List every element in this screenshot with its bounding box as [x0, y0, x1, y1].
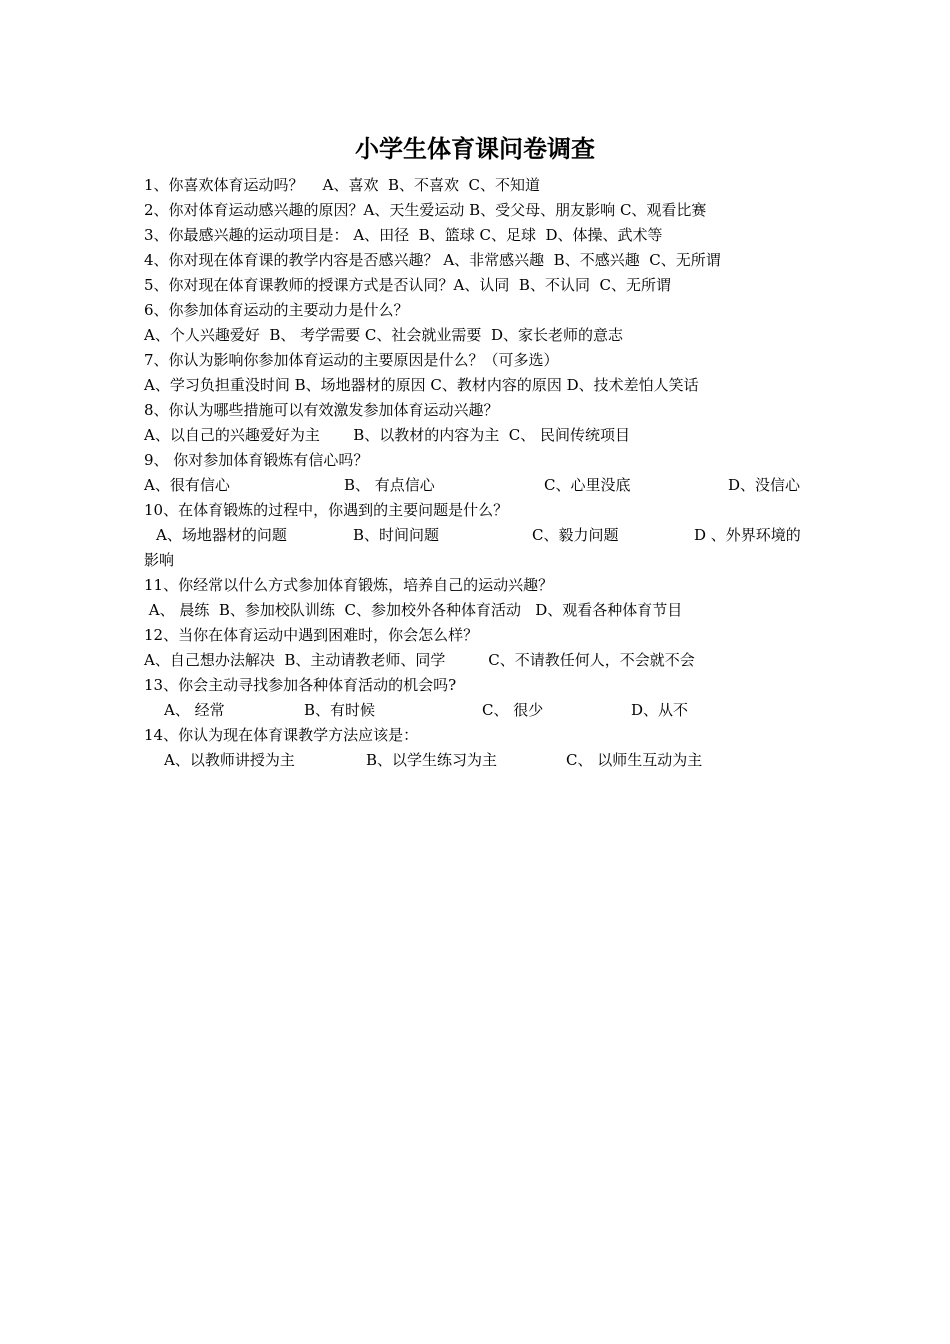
option-a: A、以教师讲授为主	[164, 751, 295, 769]
option-a: A、 经常	[164, 701, 225, 719]
option-c: C、心里没底	[544, 476, 631, 494]
question-11-options: A、 晨练 B、参加校队训练 C、参加校外各种体育活动 D、观看各种体育节目	[144, 601, 683, 619]
question-7: 7、你认为影响你参加体育运动的主要原因是什么？（可多选）	[144, 351, 559, 369]
question-8: 8、你认为哪些措施可以有效激发参加体育运动兴趣？	[144, 401, 499, 419]
question-12: 12、当你在体育运动中遇到困难时，你会怎么样？	[144, 626, 479, 644]
option-d: D 、外界环境的	[694, 526, 801, 544]
question-10-options	[144, 523, 824, 548]
question-14: 14、你认为现在体育课教学方法应该是：	[144, 726, 419, 744]
question-6-options: A、个人兴趣爱好 B、 考学需要 C、社会就业需要 D、家长老师的意志	[144, 326, 623, 344]
option-c: C、 以师生互动为主	[566, 751, 703, 769]
question-4: 4、你对现在体育课的教学内容是否感兴趣？ A、非常感兴趣 B、不感兴趣 C、无所谓	[144, 251, 721, 269]
option-c: C、 很少	[482, 701, 544, 719]
question-6: 6、你参加体育运动的主要动力是什么？	[144, 301, 409, 319]
question-3: 3、你最感兴趣的运动项目是： A、田径 B、篮球 C、足球 D、体操、武术等	[144, 226, 663, 244]
option-b: B、有时候	[304, 701, 376, 719]
option-b: B、 有点信心	[344, 476, 435, 494]
question-5: 5、你对现在体育课教师的授课方式是否认同？A、认同 B、不认同 C、无所谓	[144, 276, 671, 294]
question-13-options	[144, 698, 824, 723]
option-b: B、时间问题	[353, 526, 440, 544]
question-7-options: A、学习负担重没时间 B、场地器材的原因 C、教材内容的原因 D、技术差怕人笑话	[144, 376, 699, 394]
question-8-options: A、以自己的兴趣爱好为主 B、以教材的内容为主 C、 民间传统项目	[144, 426, 631, 444]
question-2: 2、你对体育运动感兴趣的原因？A、天生爱运动 B、受父母、朋友影响 C、观看比赛	[144, 201, 707, 219]
page-title: 小学生体育课问卷调查	[355, 135, 595, 163]
option-b: B、以学生练习为主	[366, 751, 498, 769]
question-1: 1、你喜欢体育运动吗？ A、喜欢 B、不喜欢 C、不知道	[144, 176, 541, 194]
option-c: C、毅力问题	[532, 526, 619, 544]
option-a: A、很有信心	[144, 476, 230, 494]
question-12-options: A、自己想办法解决 B、主动请教老师、同学 C、不请教任何人，不会就不会	[144, 651, 695, 669]
question-9-options	[144, 473, 824, 498]
question-9: 9、 你对参加体育锻炼有信心吗？	[144, 451, 369, 469]
option-d: D、没信心	[728, 476, 801, 494]
question-11: 11、你经常以什么方式参加体育锻炼，培养自己的运动兴趣？	[144, 576, 554, 594]
question-13: 13、你会主动寻找参加各种体育活动的机会吗?	[144, 676, 457, 694]
question-10-continuation: 影响	[144, 551, 175, 569]
question-14-options	[144, 748, 824, 773]
option-d: D、从不	[631, 701, 689, 719]
question-10: 10、在体育锻炼的过程中，你遇到的主要问题是什么？	[144, 501, 509, 519]
option-a: A、场地器材的问题	[156, 526, 287, 544]
